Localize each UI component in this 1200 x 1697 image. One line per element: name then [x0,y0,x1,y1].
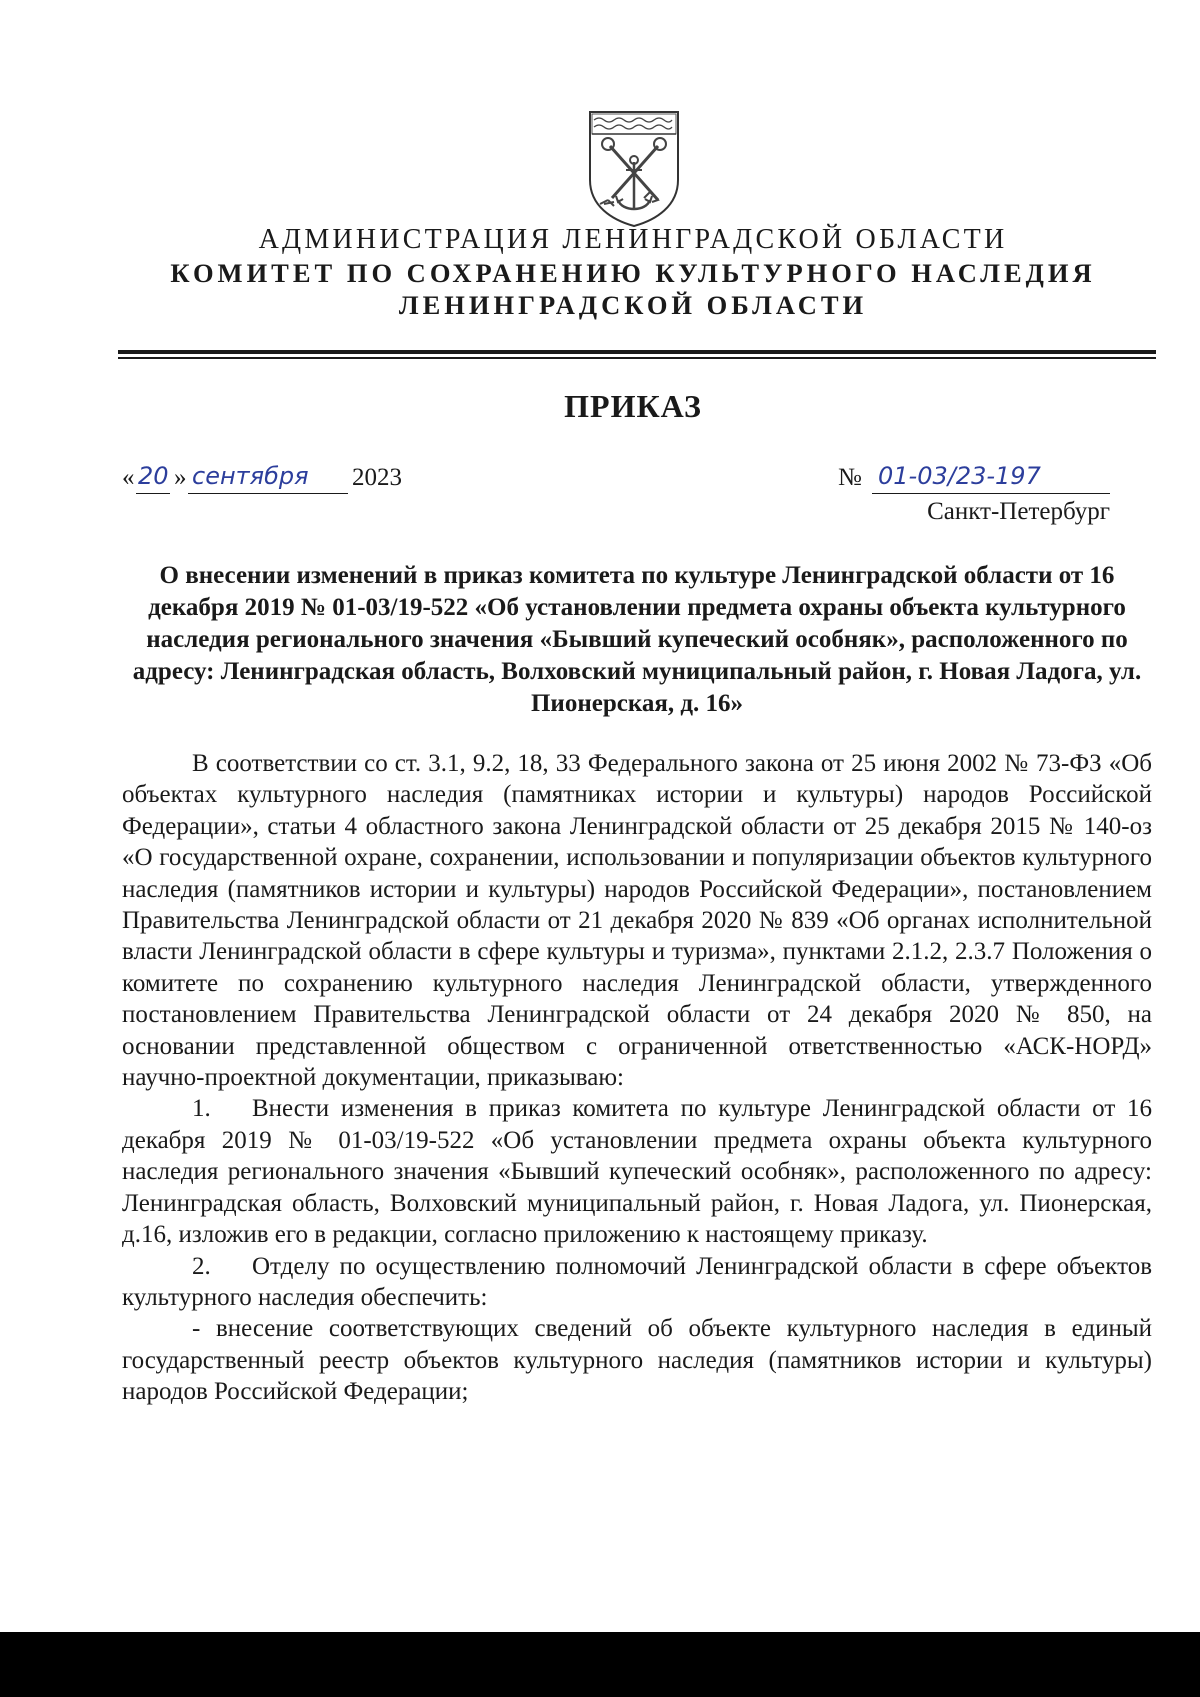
document-body [122,748,1152,1408]
document-number [838,464,1138,500]
date-month-handwritten: сентября [192,462,309,490]
body-item-2 [122,1251,1152,1314]
date-close-quote: » [174,464,187,491]
body-item-1 [122,1093,1152,1250]
header-divider-thin [118,357,1156,359]
scan-bottom-edge [0,1632,1200,1697]
document-title: О внесении изменений в приказ комитета по культуре Ленинградской области от 16 декабря 2019 № 01-03/19-522 «Об установлении предмета охраны объекта культурного наследия регионального значения «Бывший купеческий особняк», расположенного по адресу: Ленинградская область, Волховский муниципальный район, г. Новая Ладога, ул. Пионерская, д. 16» [132,562,1142,717]
header-divider-thick [118,350,1156,354]
number-underline [872,493,1110,494]
body-sub-item: - внесение соответствующих сведений об объекте культурного наследия в единый государственный реестр объектов культурного наследия (памятников истории и культуры) народов Российской Федерации; [122,1315,1152,1406]
organization-name-line3: ЛЕНИНГРАДСКОЙ ОБЛАСТИ [398,290,868,320]
body-preamble: В соответствии со ст. 3.1, 9.2, 18, 33 Федерального закона от 25 июня 2002 № 73-ФЗ «Об объектах культурного наследия (памятниках истории и культуры) народов Российской Федерации», статьи 4 областного закона Ленинградской области от 25 декабря 2015 № 140-оз «О государственной охране, сохранении, использовании и популяризации объектов культурного наследия (памятников истории и культуры) народов Российской Федерации», постановлением Правительства Ленинградской области от 21 декабря 2020 № 839 «Об органах исполнительной власти Ленинградской области в сфере культуры и туризма», пунктами 2.1.2, 2.3.7 Положения о комитете по сохранению культурного наследия Ленинградской области, утвержденного постановлением Правительства Ленинградской области от 24 декабря 2020 № 850, на основании представленной обществом с ограниченной ответственностью «АСК-НОРД» научно-проектной документации, приказываю: [122,750,1152,1092]
document-type-heading: ПРИКАЗ [564,388,702,424]
date-year: 2023 [352,464,402,491]
number-sign: № [838,464,862,491]
date-day-underline [136,493,170,494]
body-item-2-number: 2. [192,1252,211,1280]
date-open-quote: « [122,464,135,491]
document-date [122,464,502,500]
organization-name-line2: КОМИТЕТ ПО СОХРАНЕНИЮ КУЛЬТУРНОГО НАСЛЕДИЯ [170,258,1096,288]
coat-of-arms-emblem [586,110,682,228]
body-item-1-number: 1. [192,1095,211,1123]
document-city: Санкт-Петербург [927,498,1110,525]
body-item-1-text: Внести изменения в приказ комитета по культуре Ленинградской области от 16 декабря 2019 № 01-03/19-522 «Об установлении предмета охраны объекта культурного наследия регионального значения «Бывший купеческий особняк», расположенного по адресу: Ленинградская область, Волховский муниципальный район, г. Новая Ладога, ул. Пионерская, д.16, изложив его в редакции, согласно приложению к настоящему приказу. [122,1095,1152,1249]
number-handwritten: 01-03/23-197 [878,462,1041,490]
organization-name-line1: АДМИНИСТРАЦИЯ ЛЕНИНГРАДСКОЙ ОБЛАСТИ [258,224,1008,255]
date-month-underline [188,493,348,494]
body-item-2-text: Отделу по осуществлению полномочий Ленинградской области в сфере объектов культурного наследия обеспечить: [122,1252,1152,1311]
date-day-handwritten: 20 [138,462,169,490]
